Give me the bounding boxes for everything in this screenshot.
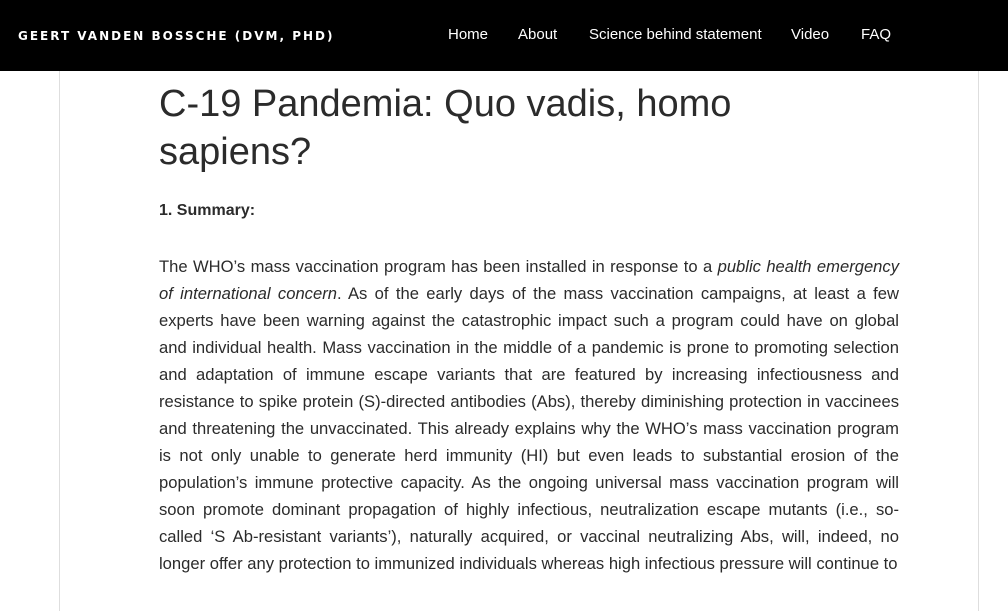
nav-about[interactable]: About: [518, 26, 558, 43]
site-title[interactable]: GEERT VANDEN BOSSCHE (DVM, PHD): [18, 29, 335, 43]
nav-science-behind-statement[interactable]: Science behind statement: [589, 26, 762, 43]
nav-home[interactable]: Home: [448, 26, 489, 43]
site-header: [0, 0, 1008, 71]
section-heading-summary: 1. Summary:: [159, 202, 256, 219]
nav-video[interactable]: Video: [791, 26, 830, 43]
page-title: C-19 Pandemia: Quo vadis, homo sapiens?: [159, 83, 732, 173]
summary-paragraph: [159, 253, 899, 577]
paragraph-emphasis: public health emergency of international concern: [159, 257, 899, 303]
paragraph-lead: The WHO’s mass vaccination program has been installed in response to a: [159, 257, 718, 276]
nav-faq[interactable]: FAQ: [861, 26, 892, 43]
paragraph-rest: . As of the early days of the mass vaccination campaigns, at least a few experts have been warning against the catastrophic impact such a program could have on global and individual health. Mass vaccination in the middle of a pandemic is prone to promoting selection and adaptation of immune escape variants that are featured by increasing infectiousness and resistance to spike protein (S)-directed antibodies (Abs), thereby diminishing protection in vaccinees and threatening the unvaccinated. This already explains why the WHO’s mass vaccination program is not only unable to generate herd immunity (HI) but even leads to substantial erosion of the population’s immune protective capacity. As the ongoing universal mass vaccination program will soon promote dominant propagation of highly infectious, neutralization escape mutants (i.e., so-called ‘S Ab-resistant variants’), naturally acquired, or vaccinal neutralizing Abs, will, indeed, no longer offer any protection to immunized individuals whereas high infectious pressure will continue to: [159, 284, 899, 573]
